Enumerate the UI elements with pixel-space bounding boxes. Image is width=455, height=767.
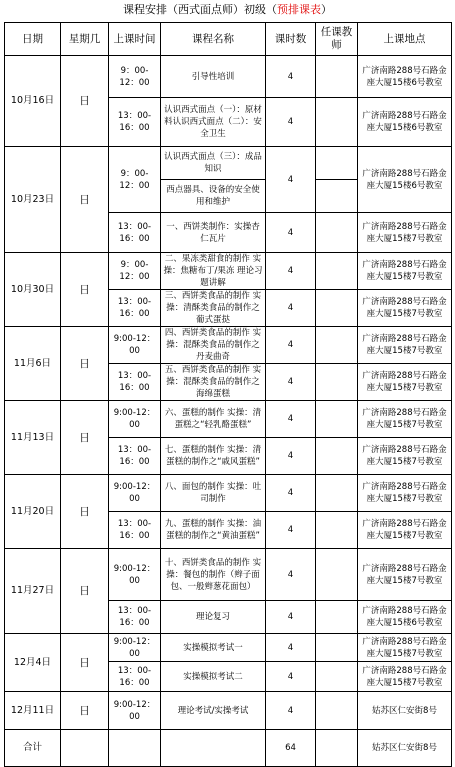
teacher-cell (316, 147, 358, 180)
course-cell: 认识西式面点（一）：原材料认识西式面点（二）：安全卫生 (161, 98, 266, 147)
date-cell: 12月11日 (5, 692, 61, 730)
teacher-cell (316, 98, 358, 147)
time-cell: 9:00-12：00 (109, 475, 161, 512)
table-row (5, 327, 452, 364)
hours-cell: 4 (266, 662, 316, 692)
table-row (5, 475, 452, 512)
date-cell: 11月6日 (5, 327, 61, 401)
course-cell: 十、西饼类食品的制作 实操：餐包的制作（辫子面包、一般辫葱花面包） (161, 549, 266, 601)
teacher-cell (316, 512, 358, 549)
hours-cell: 4 (266, 56, 316, 98)
time-cell: 13：00-16：00 (109, 662, 161, 692)
time-cell: 9:00-12：00 (109, 634, 161, 662)
date-cell: 10月16日 (5, 56, 61, 147)
course-cell: 五、西饼类食品的制作 实操：混酥类食品的制作之海绵蛋糕 (161, 364, 266, 401)
location-cell: 广济南路288号石路金座大厦15楼7号教室 (358, 634, 452, 662)
time-cell: 13：00-16：00 (109, 290, 161, 327)
location-cell: 广济南路288号石路金座大厦15楼7号教室 (358, 213, 452, 253)
date-cell: 10月30日 (5, 253, 61, 327)
header-row (5, 23, 452, 56)
hours-cell: 4 (266, 401, 316, 438)
location-cell: 广济南路288号石路金座大厦15楼7号教室 (358, 401, 452, 438)
teacher-cell (316, 692, 358, 730)
hours-cell: 4 (266, 475, 316, 512)
time-cell: 13：00-16：00 (109, 601, 161, 634)
course-cell: 三、西饼类食品的制作 实操：清酥类食品的制作之葡式蛋挞 (161, 290, 266, 327)
schedule-table (4, 22, 452, 767)
teacher-cell (316, 475, 358, 512)
time-cell: 13：00-16：00 (109, 213, 161, 253)
teacher-cell (316, 730, 358, 767)
table-row (5, 253, 452, 290)
table-row (5, 147, 452, 180)
total-hours: 64 (266, 730, 316, 767)
title-main: 课程安排（西式面点师）初级（ (123, 3, 277, 16)
date-cell: 11月27日 (5, 549, 61, 634)
location-cell: 广济南路288号石路金座大厦15楼6号教室 (358, 56, 452, 98)
hours-cell: 4 (266, 98, 316, 147)
weekday-cell: 日 (61, 692, 109, 730)
header-teacher: 任课教师 (316, 23, 358, 56)
weekday-cell (61, 730, 109, 767)
total-label: 合计 (5, 730, 61, 767)
location-cell: 广济南路288号石路金座大厦15楼6号教室 (358, 601, 452, 634)
title-end: ） (321, 3, 332, 16)
date-cell: 12月4日 (5, 634, 61, 692)
hours-cell: 4 (266, 213, 316, 253)
course-cell: 八、面包的制作 实操：吐司制作 (161, 475, 266, 512)
course-cell: 四、西饼类食品的制作 实操：混酥类食品的制作之丹麦曲奇 (161, 327, 266, 364)
teacher-cell (316, 290, 358, 327)
location-cell: 广济南路288号石路金座大厦15楼7号教室 (358, 512, 452, 549)
course-cell: 认识西式面点（三）：成品知识 (161, 147, 266, 180)
total-location: 姑苏区仁安街8号 (358, 730, 452, 767)
course-cell (161, 730, 266, 767)
location-cell: 姑苏区仁安街8号 (358, 692, 452, 730)
location-cell: 广济南路288号石路金座大厦15楼7号教室 (358, 364, 452, 401)
header-date: 日期 (5, 23, 61, 56)
time-cell: 9:00-12：00 (109, 549, 161, 601)
hours-cell: 4 (266, 253, 316, 290)
hours-cell: 4 (266, 634, 316, 662)
hours-cell: 4 (266, 512, 316, 549)
weekday-cell: 日 (61, 549, 109, 634)
hours-cell: 4 (266, 692, 316, 730)
location-cell: 广济南路288号石路金座大厦15楼6号教室 (358, 98, 452, 147)
table-row (5, 692, 452, 730)
weekday-cell: 日 (61, 634, 109, 692)
course-cell: 九、蛋糕的制作 实操：油蛋糕的制作之“黄油蛋糕” (161, 512, 266, 549)
table-row (5, 401, 452, 438)
time-cell: 9：00-12：00 (109, 147, 161, 213)
date-cell: 11月13日 (5, 401, 61, 475)
header-hours: 课时数 (266, 23, 316, 56)
hours-cell: 4 (266, 549, 316, 601)
course-cell: 理论考试/实操考试 (161, 692, 266, 730)
teacher-cell (316, 180, 358, 213)
hours-cell: 4 (266, 147, 316, 213)
time-cell: 9:00-12：00 (109, 692, 161, 730)
course-cell: 理论复习 (161, 601, 266, 634)
date-cell: 10月23日 (5, 147, 61, 253)
table-row (5, 56, 452, 98)
table-row (5, 549, 452, 601)
weekday-cell: 日 (61, 327, 109, 401)
teacher-cell (316, 56, 358, 98)
page-title (0, 0, 455, 20)
time-cell: 13：00-16：00 (109, 364, 161, 401)
location-cell: 广济南路288号石路金座大厦15楼7号教室 (358, 549, 452, 601)
header-location: 上课地点 (358, 23, 452, 56)
hours-cell: 4 (266, 327, 316, 364)
teacher-cell (316, 662, 358, 692)
time-cell: 9:00-12：00 (109, 401, 161, 438)
time-cell: 13：00-16：00 (109, 438, 161, 475)
weekday-cell: 日 (61, 475, 109, 549)
location-cell: 广济南路288号石路金座大厦15楼7号教室 (358, 662, 452, 692)
total-row (5, 730, 452, 767)
course-cell: 实操模拟考试二 (161, 662, 266, 692)
title-highlight: 预排课表 (277, 3, 321, 16)
header-weekday: 星期几 (61, 23, 109, 56)
time-cell: 9：00-12：00 (109, 253, 161, 290)
time-cell: 13：00-16：00 (109, 512, 161, 549)
course-cell: 引导性培训 (161, 56, 266, 98)
course-cell: 七、蛋糕的制作 实操：清蛋糕的制作之“戚风蛋糕” (161, 438, 266, 475)
location-cell: 广济南路288号石路金座大厦15楼7号教室 (358, 438, 452, 475)
location-cell: 广济南路288号石路金座大厦15楼7号教室 (358, 475, 452, 512)
teacher-cell (316, 253, 358, 290)
teacher-cell (316, 549, 358, 601)
location-cell: 广济南路288号石路金座大厦15楼6号教室 (358, 147, 452, 213)
hours-cell: 4 (266, 601, 316, 634)
date-cell: 11月20日 (5, 475, 61, 549)
hours-cell: 4 (266, 290, 316, 327)
teacher-cell (316, 213, 358, 253)
time-cell (109, 730, 161, 767)
header-course: 课程名称 (161, 23, 266, 56)
weekday-cell: 日 (61, 56, 109, 147)
course-cell: 西点器具、设备的安全使用和维护 (161, 180, 266, 213)
location-cell: 广济南路288号石路金座大厦15楼7号教室 (358, 327, 452, 364)
table-row (5, 634, 452, 662)
teacher-cell (316, 401, 358, 438)
time-cell: 9：00-12：00 (109, 56, 161, 98)
course-cell: 一、西饼类制作：实操杏仁瓦片 (161, 213, 266, 253)
weekday-cell: 日 (61, 253, 109, 327)
location-cell: 广济南路288号石路金座大厦15楼7号教室 (358, 290, 452, 327)
course-cell: 六、蛋糕的制作 实操：清蛋糕之“轻乳酪蛋糕” (161, 401, 266, 438)
teacher-cell (316, 601, 358, 634)
teacher-cell (316, 364, 358, 401)
location-cell: 广济南路288号石路金座大厦15楼7号教室 (358, 253, 452, 290)
hours-cell: 4 (266, 364, 316, 401)
weekday-cell: 日 (61, 401, 109, 475)
course-cell: 实操模拟考试一 (161, 634, 266, 662)
teacher-cell (316, 327, 358, 364)
time-cell: 13：00-16：00 (109, 98, 161, 147)
time-cell: 9:00-12：00 (109, 327, 161, 364)
course-cell: 二、果冻类甜食的制作 实操：焦糖布丁/果冻 理论习题讲解 (161, 253, 266, 290)
header-time: 上课时间 (109, 23, 161, 56)
weekday-cell: 日 (61, 147, 109, 253)
teacher-cell (316, 438, 358, 475)
teacher-cell (316, 634, 358, 662)
hours-cell: 4 (266, 438, 316, 475)
